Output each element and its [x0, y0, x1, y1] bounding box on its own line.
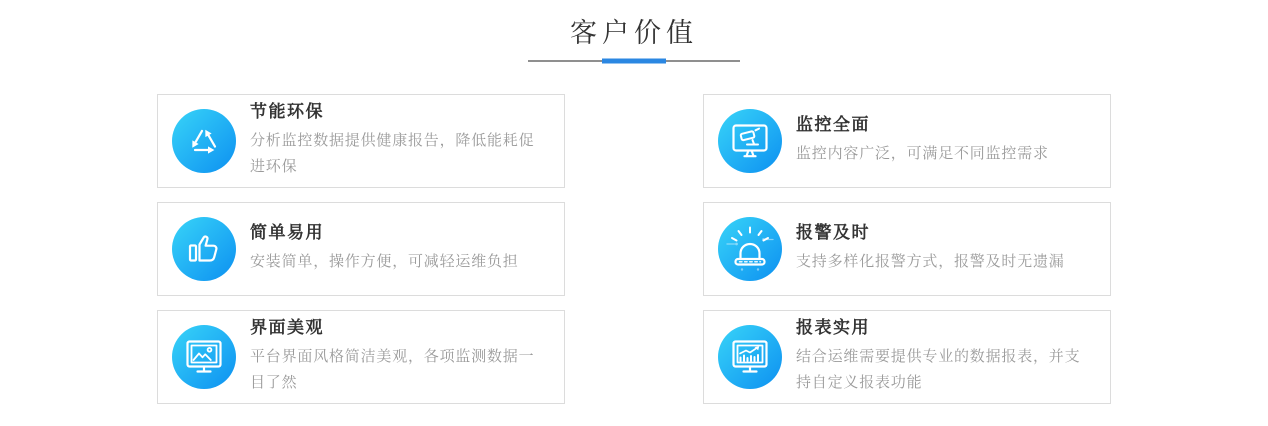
cctv-monitor-icon: [718, 109, 782, 173]
chart-monitor-icon: [718, 325, 782, 389]
value-card-energy-saving: [157, 94, 565, 188]
alarm-icon: [718, 217, 782, 281]
card-description: 支持多样化报警方式，报警及时无遗漏: [796, 253, 1065, 270]
card-title: 报警及时: [796, 223, 870, 242]
value-card-full-monitoring: [703, 94, 1111, 188]
section-title: 客户价值: [570, 18, 698, 48]
value-card-timely-alarm: [703, 202, 1111, 296]
picture-monitor-icon: [172, 325, 236, 389]
value-cards-grid: [157, 94, 1111, 404]
title-underline: [528, 60, 740, 62]
value-card-practical-reports: [703, 310, 1111, 404]
card-title: 简单易用: [250, 223, 324, 242]
card-title: 节能环保: [250, 102, 324, 121]
card-description: 平台界面风格简洁美观，各项监测数据一目了然: [250, 348, 535, 391]
card-title: 报表实用: [796, 318, 870, 337]
card-description: 结合运维需要提供专业的数据报表，并支持自定义报表功能: [796, 348, 1081, 391]
card-title: 监控全面: [796, 115, 870, 134]
card-description: 监控内容广泛，可满足不同监控需求: [796, 145, 1049, 162]
recycle-icon: [172, 109, 236, 173]
value-card-easy-to-use: [157, 202, 565, 296]
card-description: 安装简单，操作方便，可减轻运维负担: [250, 253, 519, 270]
section-header: [0, 0, 1268, 62]
thumbs-up-icon: [172, 217, 236, 281]
value-card-beautiful-ui: [157, 310, 565, 404]
title-underline-accent: [602, 59, 666, 64]
card-description: 分析监控数据提供健康报告，降低能耗促进环保: [250, 132, 535, 175]
card-title: 界面美观: [250, 318, 324, 337]
